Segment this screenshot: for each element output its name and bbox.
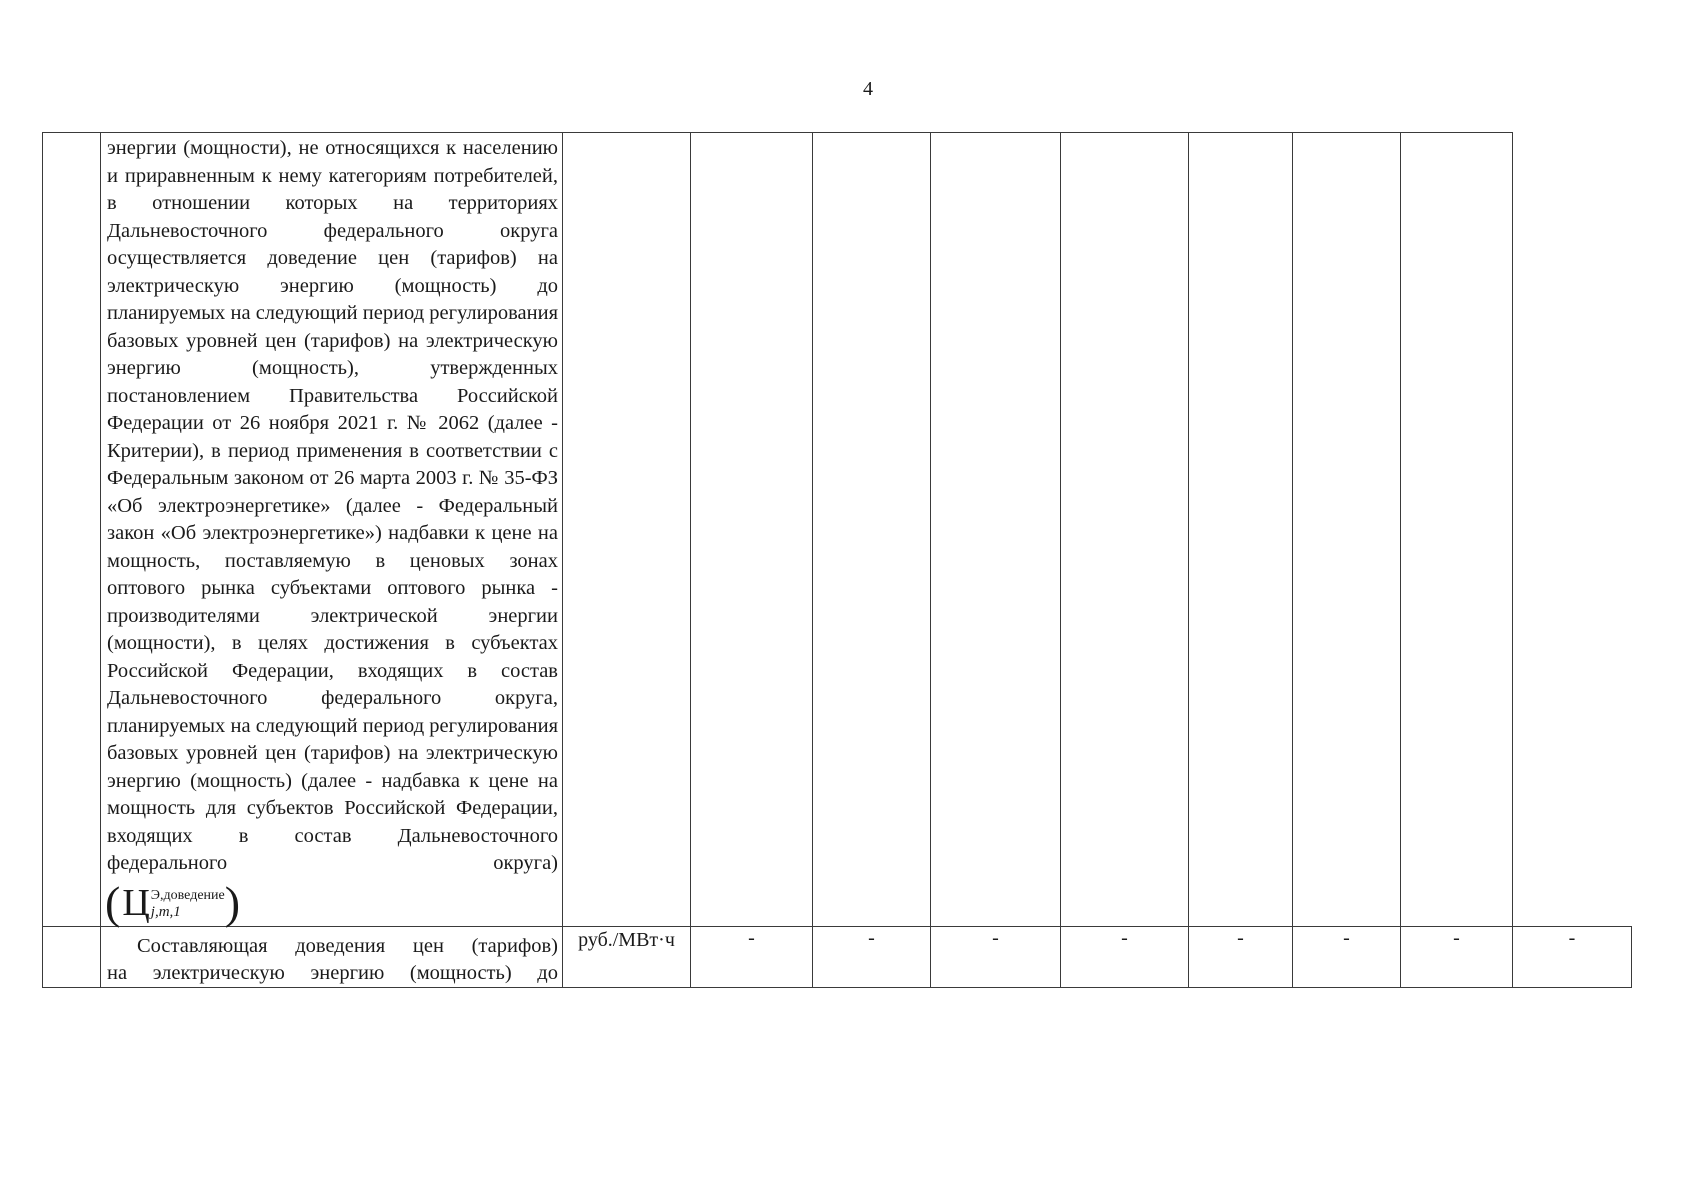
value-cell: [931, 133, 1061, 927]
value-cell: [1061, 133, 1189, 927]
value-cell: [813, 133, 931, 927]
description-cell: [101, 926, 563, 987]
tariff-table: [42, 132, 1632, 988]
description-cell: [101, 133, 563, 927]
value-cell: -: [691, 926, 813, 987]
value-cell: [1189, 133, 1293, 927]
formula-subscript: j,m,1: [150, 903, 181, 920]
unit-cell: руб./МВт·ч: [563, 926, 691, 987]
value-cell: -: [1293, 926, 1401, 987]
value-cell: -: [1401, 926, 1513, 987]
formula-symbol: Ц: [122, 881, 150, 924]
formula-superscript: Э,доведение: [150, 887, 225, 903]
value-cell: -: [931, 926, 1061, 987]
unit-cell: [563, 133, 691, 927]
value-cell: [691, 133, 813, 927]
row-description-line: на электрическую энергию (мощность) до: [107, 961, 558, 984]
value-cell: -: [1061, 926, 1189, 987]
row-description-line: Составляющая доведения цен (тарифов): [137, 934, 558, 957]
row-number-cell: [43, 133, 101, 927]
value-cell: -: [1513, 926, 1632, 987]
value-cell: [1293, 133, 1401, 927]
table-row: [43, 133, 1632, 927]
row-number-cell: [43, 926, 101, 987]
formula: ( Ц Э,доведение j,m,1 ): [105, 876, 241, 928]
value-cell: -: [1189, 926, 1293, 987]
row-description: энергии (мощности), не относящихся к населению и приравненным к нему категориям потребителей, в отношении которых на территориях Дальневосточного федерального округа осуществляется доведение цен (тарифов) на электрическую энергию (мощность) до планируемых на следующий период регулирования базовых уровней цен (тарифов) на электрическую энергию (мощность), утвержденных постановлением Правительства Российской Федерации от 26 ноября 2021 г. № 2062 (далее - Критерии), в период применения в соответствии с Федеральным законом от 26 марта 2003 г. № 35-ФЗ «Об электроэнергетике» (далее - Федеральный закон «Об электроэнергетике») надбавки к цене на мощность, поставляемую в ценовых зонах оптового рынка субъектами оптового рынка - производителями электрической энергии (мощности), в целях достижения в субъектах Российской Федерации, входящих в состав Дальневосточного федерального округа, планируемых на следующий период регулирования базовых уровней цен (тарифов) на электрическую энергию (мощность) (далее - надбавка к цене на мощность для субъектов Российской Федерации, входящих в состав Дальневосточного федерального округа): [107, 137, 558, 874]
table-row: [43, 926, 1632, 987]
page-number: 4: [863, 78, 873, 100]
value-cell: -: [813, 926, 931, 987]
value-cell: [1401, 133, 1513, 927]
